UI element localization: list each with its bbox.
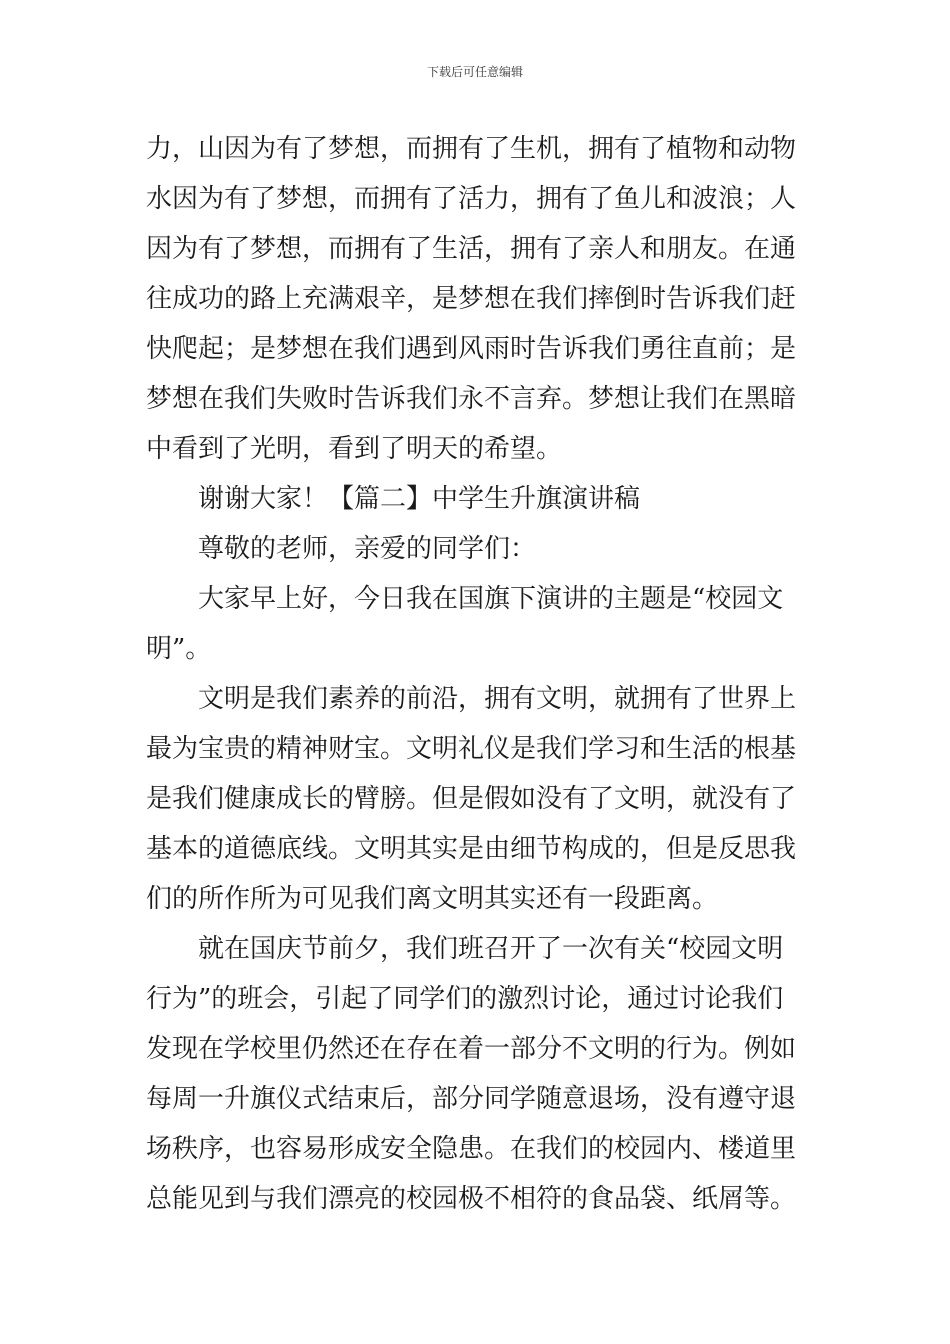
text-line: 梦想在我们失败时告诉我们永不言弃。梦想让我们在黑暗 — [146, 384, 797, 414]
text-line: 力，山因为有了梦想，而拥有了生机，拥有了植物和动物 — [146, 134, 797, 164]
text-line: 大家早上好，今日我在国旗下演讲的主题是“校园文 — [198, 584, 784, 614]
section-heading-line: 谢谢大家！【篇二】中学生升旗演讲稿 — [198, 484, 641, 514]
text-line: 场秩序，也容易形成安全隐患。在我们的校园内、楼道里 — [146, 1134, 797, 1164]
text-line: 中看到了光明，看到了明天的希望。 — [146, 434, 563, 464]
text-line: 们的所作所为可见我们离文明其实还有一段距离。 — [146, 884, 719, 914]
text-line: 是我们健康成长的臂膀。但是假如没有了文明，就没有了 — [146, 784, 797, 814]
text-line: 行为”的班会，引起了同学们的激烈讨论，通过讨论我们 — [146, 984, 784, 1014]
document-body — [146, 124, 808, 1224]
text-line: 明”。 — [146, 634, 212, 664]
text-line: 每周一升旗仪式结束后，部分同学随意退场，没有遵守退 — [146, 1084, 797, 1114]
text-line: 基本的道德底线。文明其实是由细节构成的，但是反思我 — [146, 834, 797, 864]
text-line: 因为有了梦想，而拥有了生活，拥有了亲人和朋友。在通 — [146, 234, 797, 264]
text-line: 发现在学校里仍然还在存在着一部分不文明的行为。例如 — [146, 1034, 797, 1064]
salutation-line: 尊敬的老师，亲爱的同学们： — [198, 534, 537, 564]
text-line: 总能见到与我们漂亮的校园极不相符的食品袋、纸屑等。 — [146, 1184, 797, 1214]
text-line: 文明是我们素养的前沿，拥有文明，就拥有了世界上 — [198, 684, 797, 714]
text-line: 最为宝贵的精神财宝。文明礼仪是我们学习和生活的根基 — [146, 734, 797, 764]
page-header: 下载后可任意编辑 — [426, 65, 523, 79]
text-line: 就在国庆节前夕，我们班召开了一次有关“校园文明 — [198, 934, 784, 964]
text-line: 往成功的路上充满艰辛，是梦想在我们摔倒时告诉我们赶 — [146, 284, 797, 314]
text-line: 水因为有了梦想，而拥有了活力，拥有了鱼儿和波浪；人 — [146, 184, 797, 214]
text-line: 快爬起；是梦想在我们遇到风雨时告诉我们勇往直前；是 — [146, 334, 797, 364]
